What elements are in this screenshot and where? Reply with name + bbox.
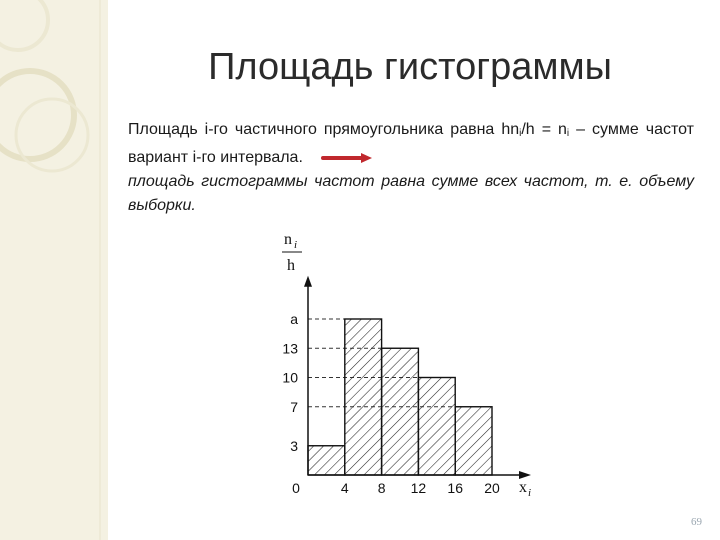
histogram-chart (266, 226, 566, 506)
right-arrow-icon (321, 152, 373, 164)
p1-text-c: – сумме частот вариант i-го интервала. (128, 121, 694, 166)
x-tick-label: 8 (377, 480, 386, 496)
p1-sub-i2: i (566, 128, 570, 139)
decorative-circles (0, 0, 130, 540)
y-axis-label-top-sub: i (294, 239, 298, 251)
y-axis-arrow (304, 276, 312, 287)
p1-sub-i: i (519, 128, 522, 139)
histogram-bar (308, 446, 345, 475)
histogram-bar (418, 378, 455, 476)
y-axis-label-bottom: h (287, 257, 295, 274)
histogram-bar (345, 319, 382, 475)
y-tick-label: a (290, 311, 298, 327)
y-tick-label: 3 (290, 437, 298, 454)
x-tick-label: 4 (340, 480, 349, 496)
paragraph-histogram-area: площадь гистограммы частот равна сумме всех частот, т. е. объему выборки. (128, 173, 694, 214)
y-axis-label-top: n (284, 231, 292, 248)
x-tick-label: 12 (410, 480, 427, 496)
x-axis-label-sub: i (528, 487, 532, 499)
histogram-bar (382, 348, 419, 475)
paragraph-area-rectangle (128, 118, 694, 170)
x-axis-arrow (519, 471, 531, 479)
y-tick-label: 13 (282, 340, 298, 357)
y-tick-label: 7 (290, 398, 298, 415)
x-tick-label: 16 (447, 480, 463, 496)
p1-text-a: Площадь i-го частичного прямоугольника равна hn (128, 121, 520, 138)
y-tick-label: 10 (282, 369, 298, 386)
histogram-bar (455, 407, 492, 475)
p1-text-b: /h = n (521, 121, 567, 138)
x-tick-label: 20 (484, 480, 500, 496)
page-number: 69 (691, 516, 702, 528)
x-axis-label: x (519, 479, 527, 496)
slide-title: Площадь гистограммы (208, 46, 612, 88)
x-tick-label: 0 (292, 480, 300, 496)
